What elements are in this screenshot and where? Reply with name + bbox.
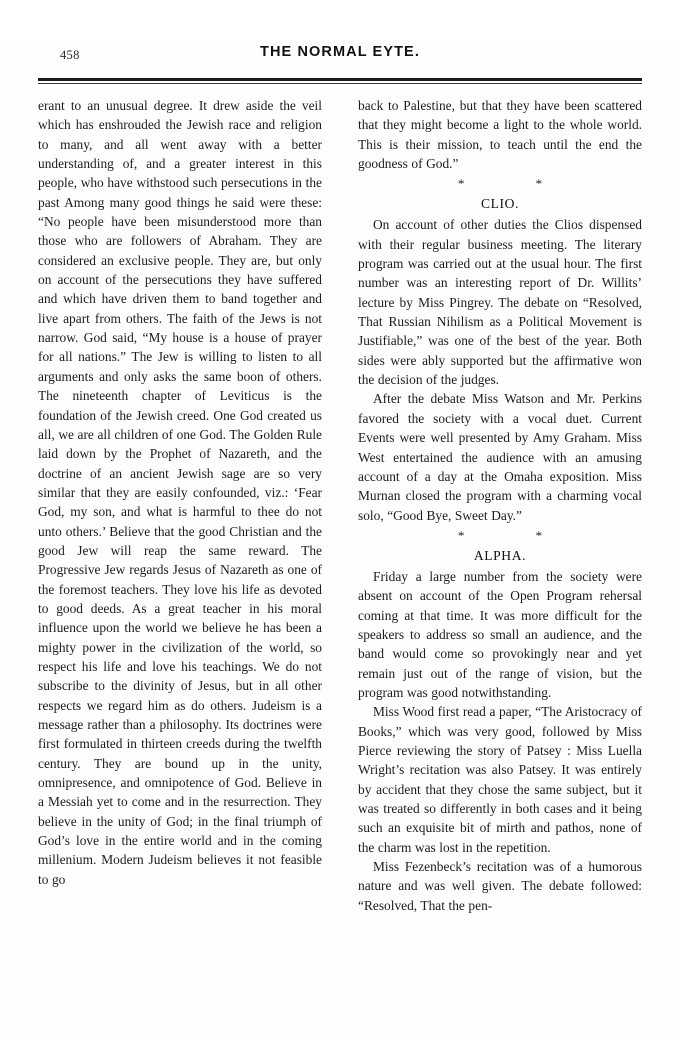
running-title: THE NORMAL EYTE.: [260, 44, 420, 60]
body-paragraph: After the debate Miss Watson and Mr. Perkins favored the society with a vocal duet. Current Events were well presented by Amy Graham. Miss West entertained the audience with an amusing account of a day at the Omaha exposition. Miss Murnan closed the program with a charming vocal solo, “Good Bye, Sweet Day.”: [358, 391, 642, 523]
masthead-rule-thick: [38, 78, 642, 81]
right-column: [358, 96, 642, 915]
body-paragraph: erant to an unusual degree. It drew aside the veil which has enshrouded the Jewish race and religion to many, and all went away with a better understanding of, and a greater interest in this people, who have withstood such persecutions in the past Among many good things he said were these: “No people have been misunderstood more than those who are followers of Abraham. They are considered an exclusive people. They are, but only on account of the persecutions they have suffered and which have driven them to band together and live apart from others. The faith of the Jews is not narrow. God said, “My house is a house of prayer for all nations.” The Jew is willing to listen to all arguments and only asks the same boon of others. The nineteenth chapter of Leviticus is the foundation of the Jewish creed. One God created us all, we are all children of one God. The Golden Rule laid down by the Prophet of Nazareth, and the doctrine of an ancient Jewish sage are so very similar that they are easily confounded, viz.: ‘Fear God, my son, and what is harmful to thee do not unto others.’ Believe that the good Christian and the good Jew will reap the same reward. The Progressive Jew regards Jesus of Nazareth as one of the foremost teachers. They love his life as devoted to good deeds. As a great teacher in his moral influence upon the world we believe he has been a mighty power in the civilization of the world, so respect his life and love his teachings. We do not subscribe to the divinity of Jesus, but in all other respects we regard him as do others. Judeism is a message rather than a philosophy. Its doctrines were first formulated in thirteen creeds during the twelfth century. They are bound up in the unity, omnipresence, and omnipotence of God. Believe in a Messiah yet to come and in the resurrection. They believe in the unity of God; in the final triumph of God’s love in the entire world and in the coming millenium. Modern Judeism believes it not feasible to go: [38, 98, 322, 887]
body-paragraph: On account of other duties the Clios dispensed with their regular business meeting. The literary program was carried out at the usual hour. The first number was an interesting report of Dr. Willits’ lecture by Miss Pingrey. The debate on “Resolved, That Russian Nihilism as a Political Movement is Justifiable,” was one of the best of the year. Both sides were ably supported but the affirmative won the decision of the judges.: [358, 217, 642, 388]
body-paragraph: Miss Fezenbeck’s recitation was of a humorous nature and was well given. The debate followed: “Resolved, That the pen-: [358, 859, 642, 913]
body-paragraph: Friday a large number from the society were absent on account of the Open Program rehersal coming at that time. It was more difficult for the speakers to address so small an audience, and the band would come so provokingly near and yet remain just out of the range of vision, but the program was good notwithstanding.: [358, 568, 642, 700]
section-heading-clio: CLIO.: [480, 196, 520, 212]
masthead-rule-thin: [38, 83, 642, 84]
left-column: [38, 96, 322, 889]
body-paragraph: back to Palestine, but that they have been scattered that they might become a light to the whole world. This is their mission, to teach until the end the goodness of God.”: [358, 98, 642, 172]
asterisk-separator: * *: [457, 527, 577, 543]
body-paragraph: Miss Wood first read a paper, “The Aristocracy of Books,” which was very good, followed by Miss Pierce reviewing the story of Patsey : Miss Luella Wright’s recitation was also Patsey. It was entirely by accident that they chose the same subject, but it was treated so differently in both cases and it being such an exquisite bit of mirth and pathos, none of the charm was lost in the repetition.: [358, 704, 642, 855]
asterisk-separator: * *: [457, 176, 577, 192]
page-masthead: [38, 40, 642, 76]
page-number: 458: [60, 48, 80, 62]
section-heading-alpha: ALPHA.: [473, 547, 527, 563]
scanned-page: [0, 40, 680, 1040]
text-columns: [38, 96, 642, 915]
